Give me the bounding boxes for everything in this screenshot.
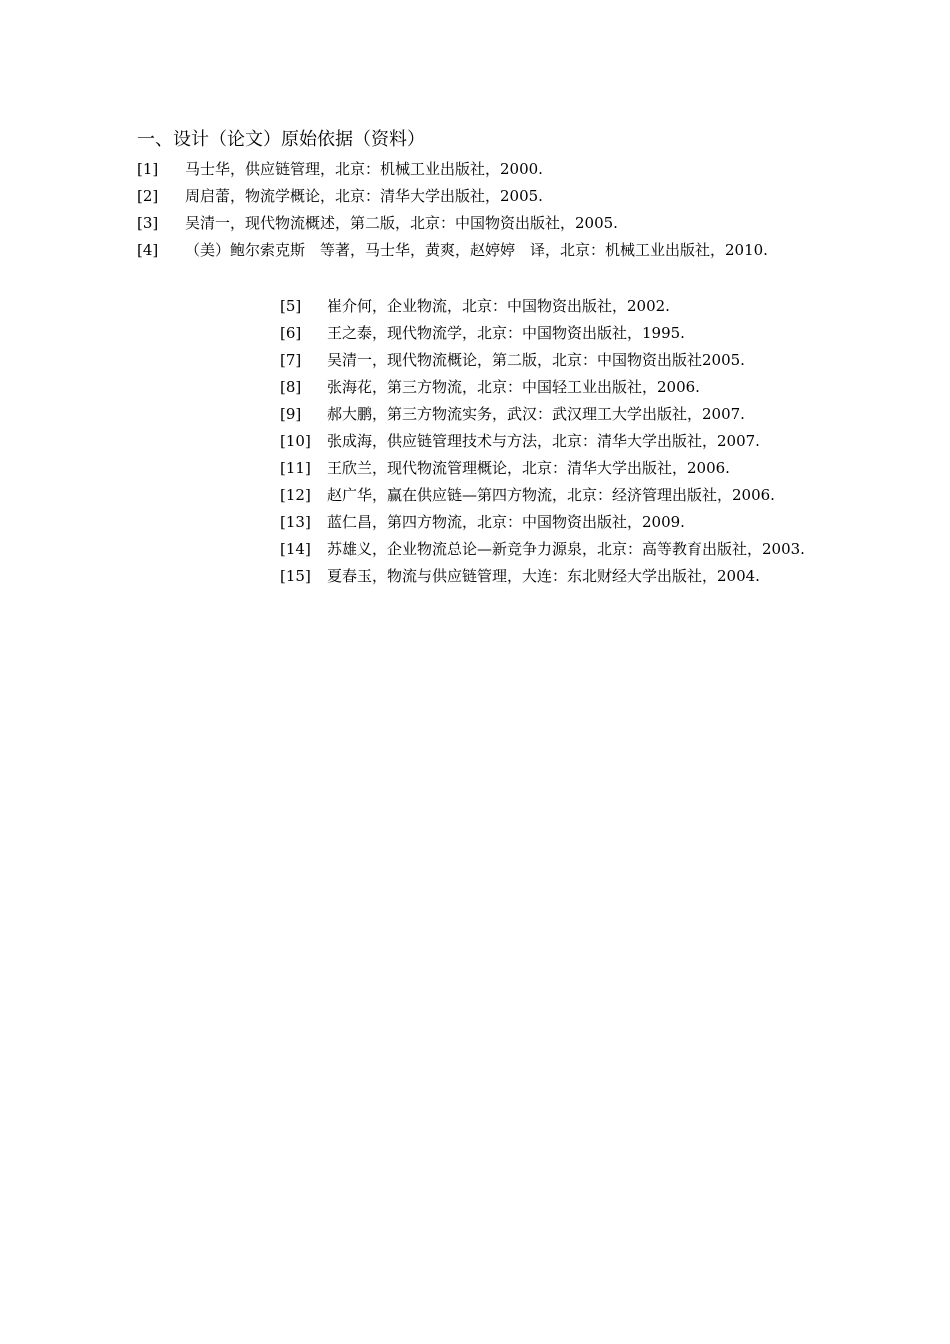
reference-text: 郝大鹏，第三方物流实务，武汉：武汉理工大学出版社，2007. [327,405,745,423]
reference-text: 苏雄义，企业物流总论—新竞争力源泉，北京：高等教育出版社，2003. [327,540,805,558]
reference-item [280,293,870,320]
reference-number: [1] [137,160,159,178]
reference-number: [4] [137,241,159,259]
reference-text: 吴清一，现代物流概论，第二版，北京：中国物资出版社2005. [327,351,745,369]
reference-text: 王欣兰，现代物流管理概论，北京：清华大学出版社，2006. [327,459,730,477]
reference-text: 王之泰，现代物流学，北京：中国物资出版社，1995. [327,324,685,342]
reference-text: （美）鲍尔索克斯 等著，马士华，黄爽，赵婷婷 译，北京：机械工业出版社，2010. [185,241,768,259]
reference-number: [2] [137,187,159,205]
reference-text: 周启蕾，物流学概论，北京：清华大学出版社，2005. [185,187,543,205]
reference-item [137,210,867,237]
reference-number: [8] [280,378,302,396]
reference-item [280,455,870,482]
reference-number: [6] [280,324,302,342]
reference-item [137,156,867,183]
reference-item [280,428,870,455]
reference-number: [10] [280,432,311,450]
section-heading: 一、设计（论文）原始依据（资料） [137,129,425,150]
reference-list-primary [137,156,867,264]
reference-item [280,509,870,536]
reference-number: [13] [280,513,311,531]
reference-text: 张成海，供应链管理技术与方法，北京：清华大学出版社，2007. [327,432,760,450]
reference-text: 夏春玉，物流与供应链管理，大连：东北财经大学出版社，2004. [327,567,760,585]
reference-item [280,401,870,428]
reference-item [280,482,870,509]
reference-text: 蓝仁昌，第四方物流，北京：中国物资出版社，2009. [327,513,685,531]
reference-number: [11] [280,459,311,477]
reference-number: [12] [280,486,311,504]
reference-text: 马士华，供应链管理，北京：机械工业出版社，2000. [185,160,543,178]
reference-text: 崔介何，企业物流，北京：中国物资出版社，2002. [327,297,670,315]
reference-text: 赵广华，赢在供应链—第四方物流，北京：经济管理出版社，2006. [327,486,775,504]
reference-number: [7] [280,351,302,369]
reference-item [280,374,870,401]
reference-number: [14] [280,540,311,558]
reference-text: 张海花，第三方物流，北京：中国轻工业出版社，2006. [327,378,700,396]
reference-item [137,183,867,210]
reference-list-secondary [280,293,870,590]
reference-item [280,563,870,590]
reference-number: [15] [280,567,311,585]
reference-number: [9] [280,405,302,423]
reference-item [280,347,870,374]
reference-item [280,320,870,347]
reference-number: [5] [280,297,302,315]
reference-item [137,237,867,264]
reference-text: 吴清一，现代物流概述，第二版，北京：中国物资出版社，2005. [185,214,618,232]
reference-number: [3] [137,214,159,232]
reference-item [280,536,870,563]
